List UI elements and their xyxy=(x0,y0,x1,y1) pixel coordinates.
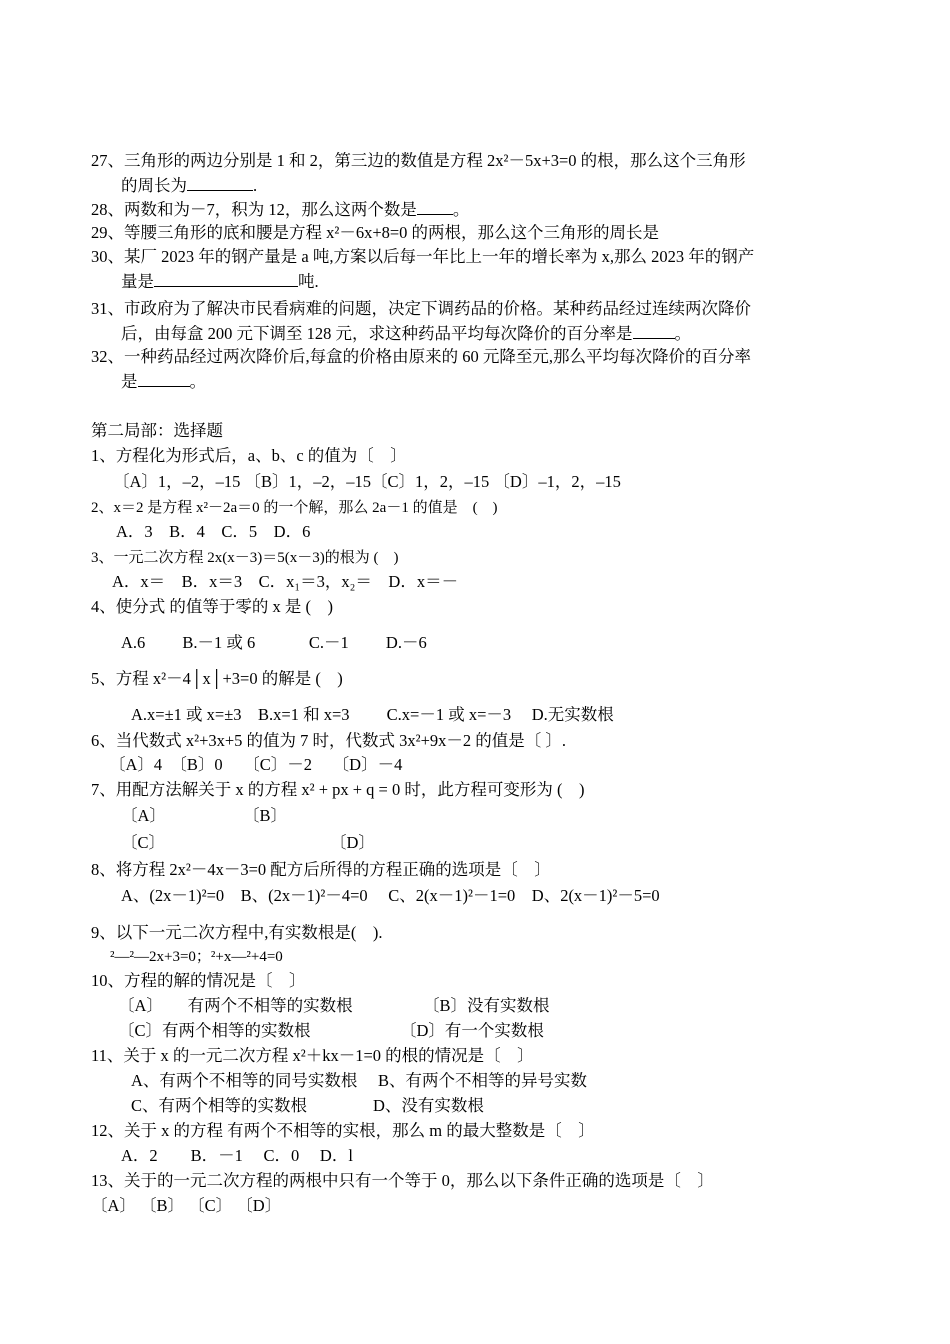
question-27-line2: 的周长为 xyxy=(121,176,187,195)
choice-options-13: 〔A〕 〔B〕 〔C〕 〔D〕 xyxy=(91,1196,282,1215)
choice-options-11b: C、有两个相等的实数根 D、没有实数根 xyxy=(131,1096,484,1115)
question-28: 28、两数和为－7，积为 12，那么这两个数是 xyxy=(91,200,417,219)
choice-question-4: 4、使分式 的值等于零的 x 是 ( ) xyxy=(91,597,333,616)
choice-option-10a: 〔A〕 有两个不相等的实数根 xyxy=(118,996,353,1015)
question-32-line1: 32、一种药品经过两次降价后,每盒的价格由原来的 60 元降至元,那么平均每次降价的百分率 xyxy=(91,347,751,366)
choice-question-11: 11、关于 x 的一元二次方程 x²＋kx－1=0 的根的情况是〔 〕 xyxy=(91,1046,534,1065)
choice-option-10b: 〔B〕没有实数根 xyxy=(423,996,550,1015)
choice-options-12: A．2 B．－1 C．0 D．l xyxy=(121,1146,353,1165)
choice-option-7c: 〔C〕 xyxy=(121,833,166,852)
choice-options-9: ²—²—2x+3=0；²+x—²+4=0 xyxy=(110,949,283,965)
question-29: 29、等腰三角形的底和腰是方程 x²－6x+8=0 的两根，那么这个三角形的周长是 xyxy=(91,223,660,242)
section-heading: 第二局部：选择题 xyxy=(91,421,223,440)
choice-question-2: 2、x＝2 是方程 x²－2a＝0 的一个解，那么 2a－1 的值是 ( ) xyxy=(91,500,498,516)
question-30-line2: 量是 xyxy=(121,272,154,291)
choice-question-5: 5、方程 x²－4│x│+3=0 的解是 ( ) xyxy=(91,669,343,688)
choice-question-12: 12、关于 x 的方程 有两个不相等的实根，那么 m 的最大整数是〔 〕 xyxy=(91,1121,595,1140)
choice-option-7b: 〔B〕 xyxy=(243,806,288,825)
choice-options-5: A.x=±1 或 x=±3 B.x=1 和 x=3 C.x=－1 或 x=－3 D.无实数根 xyxy=(131,705,614,724)
choice-question-10: 10、方程的解的情况是〔 〕 xyxy=(91,971,306,990)
choice-option-7a: 〔A〕 xyxy=(121,806,166,825)
question-32-line2: 是 xyxy=(121,372,138,391)
choice-options-2: A．3 B．4 C．5 D．6 xyxy=(116,522,311,541)
choice-options-11a: A、有两个不相等的同号实数根 B、有两个不相等的异号实数 xyxy=(131,1071,588,1090)
choice-option-7d: 〔D〕 xyxy=(330,833,375,852)
choice-options-4: A.6 B.－1 或 6 C.－1 D.－6 xyxy=(121,633,427,652)
answer-blank xyxy=(417,198,453,215)
choice-question-13: 13、关于的一元二次方程的两根中只有一个等于 0，那么以下条件正确的选项是〔 〕 xyxy=(91,1171,714,1190)
question-31-line1: 31、市政府为了解决市民看病难的问题，决定下调药品的价格。某种药品经过连续两次降价 xyxy=(91,299,751,318)
choice-question-9: 9、以下一元二次方程中,有实数根是( ). xyxy=(91,923,383,942)
answer-blank xyxy=(633,322,675,339)
choice-question-8: 8、将方程 2x²－4x－3=0 配方后所得的方程正确的选项是〔 〕 xyxy=(91,860,551,879)
choice-question-3: 3、一元二次方程 2x(x－3)＝5(x－3)的根为 ( ) xyxy=(91,550,399,566)
answer-blank xyxy=(138,370,190,387)
choice-option-10d: 〔D〕有一个实数根 xyxy=(400,1021,544,1040)
choice-option-10c: 〔C〕有两个相等的实数根 xyxy=(118,1021,311,1040)
period: . xyxy=(253,176,258,195)
unit-text: 吨. xyxy=(298,272,319,291)
choice-options-6: 〔A〕4 〔B〕0 〔C〕－2 〔D〕－4 xyxy=(109,755,403,774)
choice-options-3: A．x＝ B．x＝3 C．x₁＝3，x₂＝ D．x＝－ xyxy=(112,572,459,591)
choice-question-1: 1、方程化为形式后，a、b、c 的值为〔 〕 xyxy=(91,446,407,465)
answer-blank xyxy=(187,174,253,191)
choice-options-8: A、(2x－1)²=0 B、(2x－1)²－4=0 C、2(x－1)²－1=0 D、2(x－1)²－5=0 xyxy=(121,886,660,905)
choice-question-7: 7、用配方法解关于 x 的方程 x² + px + q = 0 时，此方程可变形为 ( ) xyxy=(91,780,585,799)
period: 。 xyxy=(189,372,206,391)
answer-blank xyxy=(154,270,298,287)
period: 。 xyxy=(452,200,470,219)
question-30-line1: 30、某厂 2023 年的钢产量是 a 吨,方案以后每一年比上一年的增长率为 x,那么 2023 年的钢产 xyxy=(91,247,755,266)
question-27-line1: 27、三角形的两边分别是 1 和 2，第三边的数值是方程 2x²－5x+3=0 的根，那么这个三角形 xyxy=(91,151,746,170)
period: 。 xyxy=(674,324,691,343)
choice-options-1: 〔A〕1，–2，–15 〔B〕1，–2，–15〔C〕1，2，–15 〔D〕–1，2，–15 xyxy=(113,472,621,491)
choice-question-6: 6、当代数式 x²+3x+5 的值为 7 时，代数式 3x²+9x－2 的值是〔 〕. xyxy=(91,731,567,750)
question-31-line2: 后，由每盒 200 元下调至 128 元，求这种药品平均每次降价的百分率是 xyxy=(121,324,633,343)
